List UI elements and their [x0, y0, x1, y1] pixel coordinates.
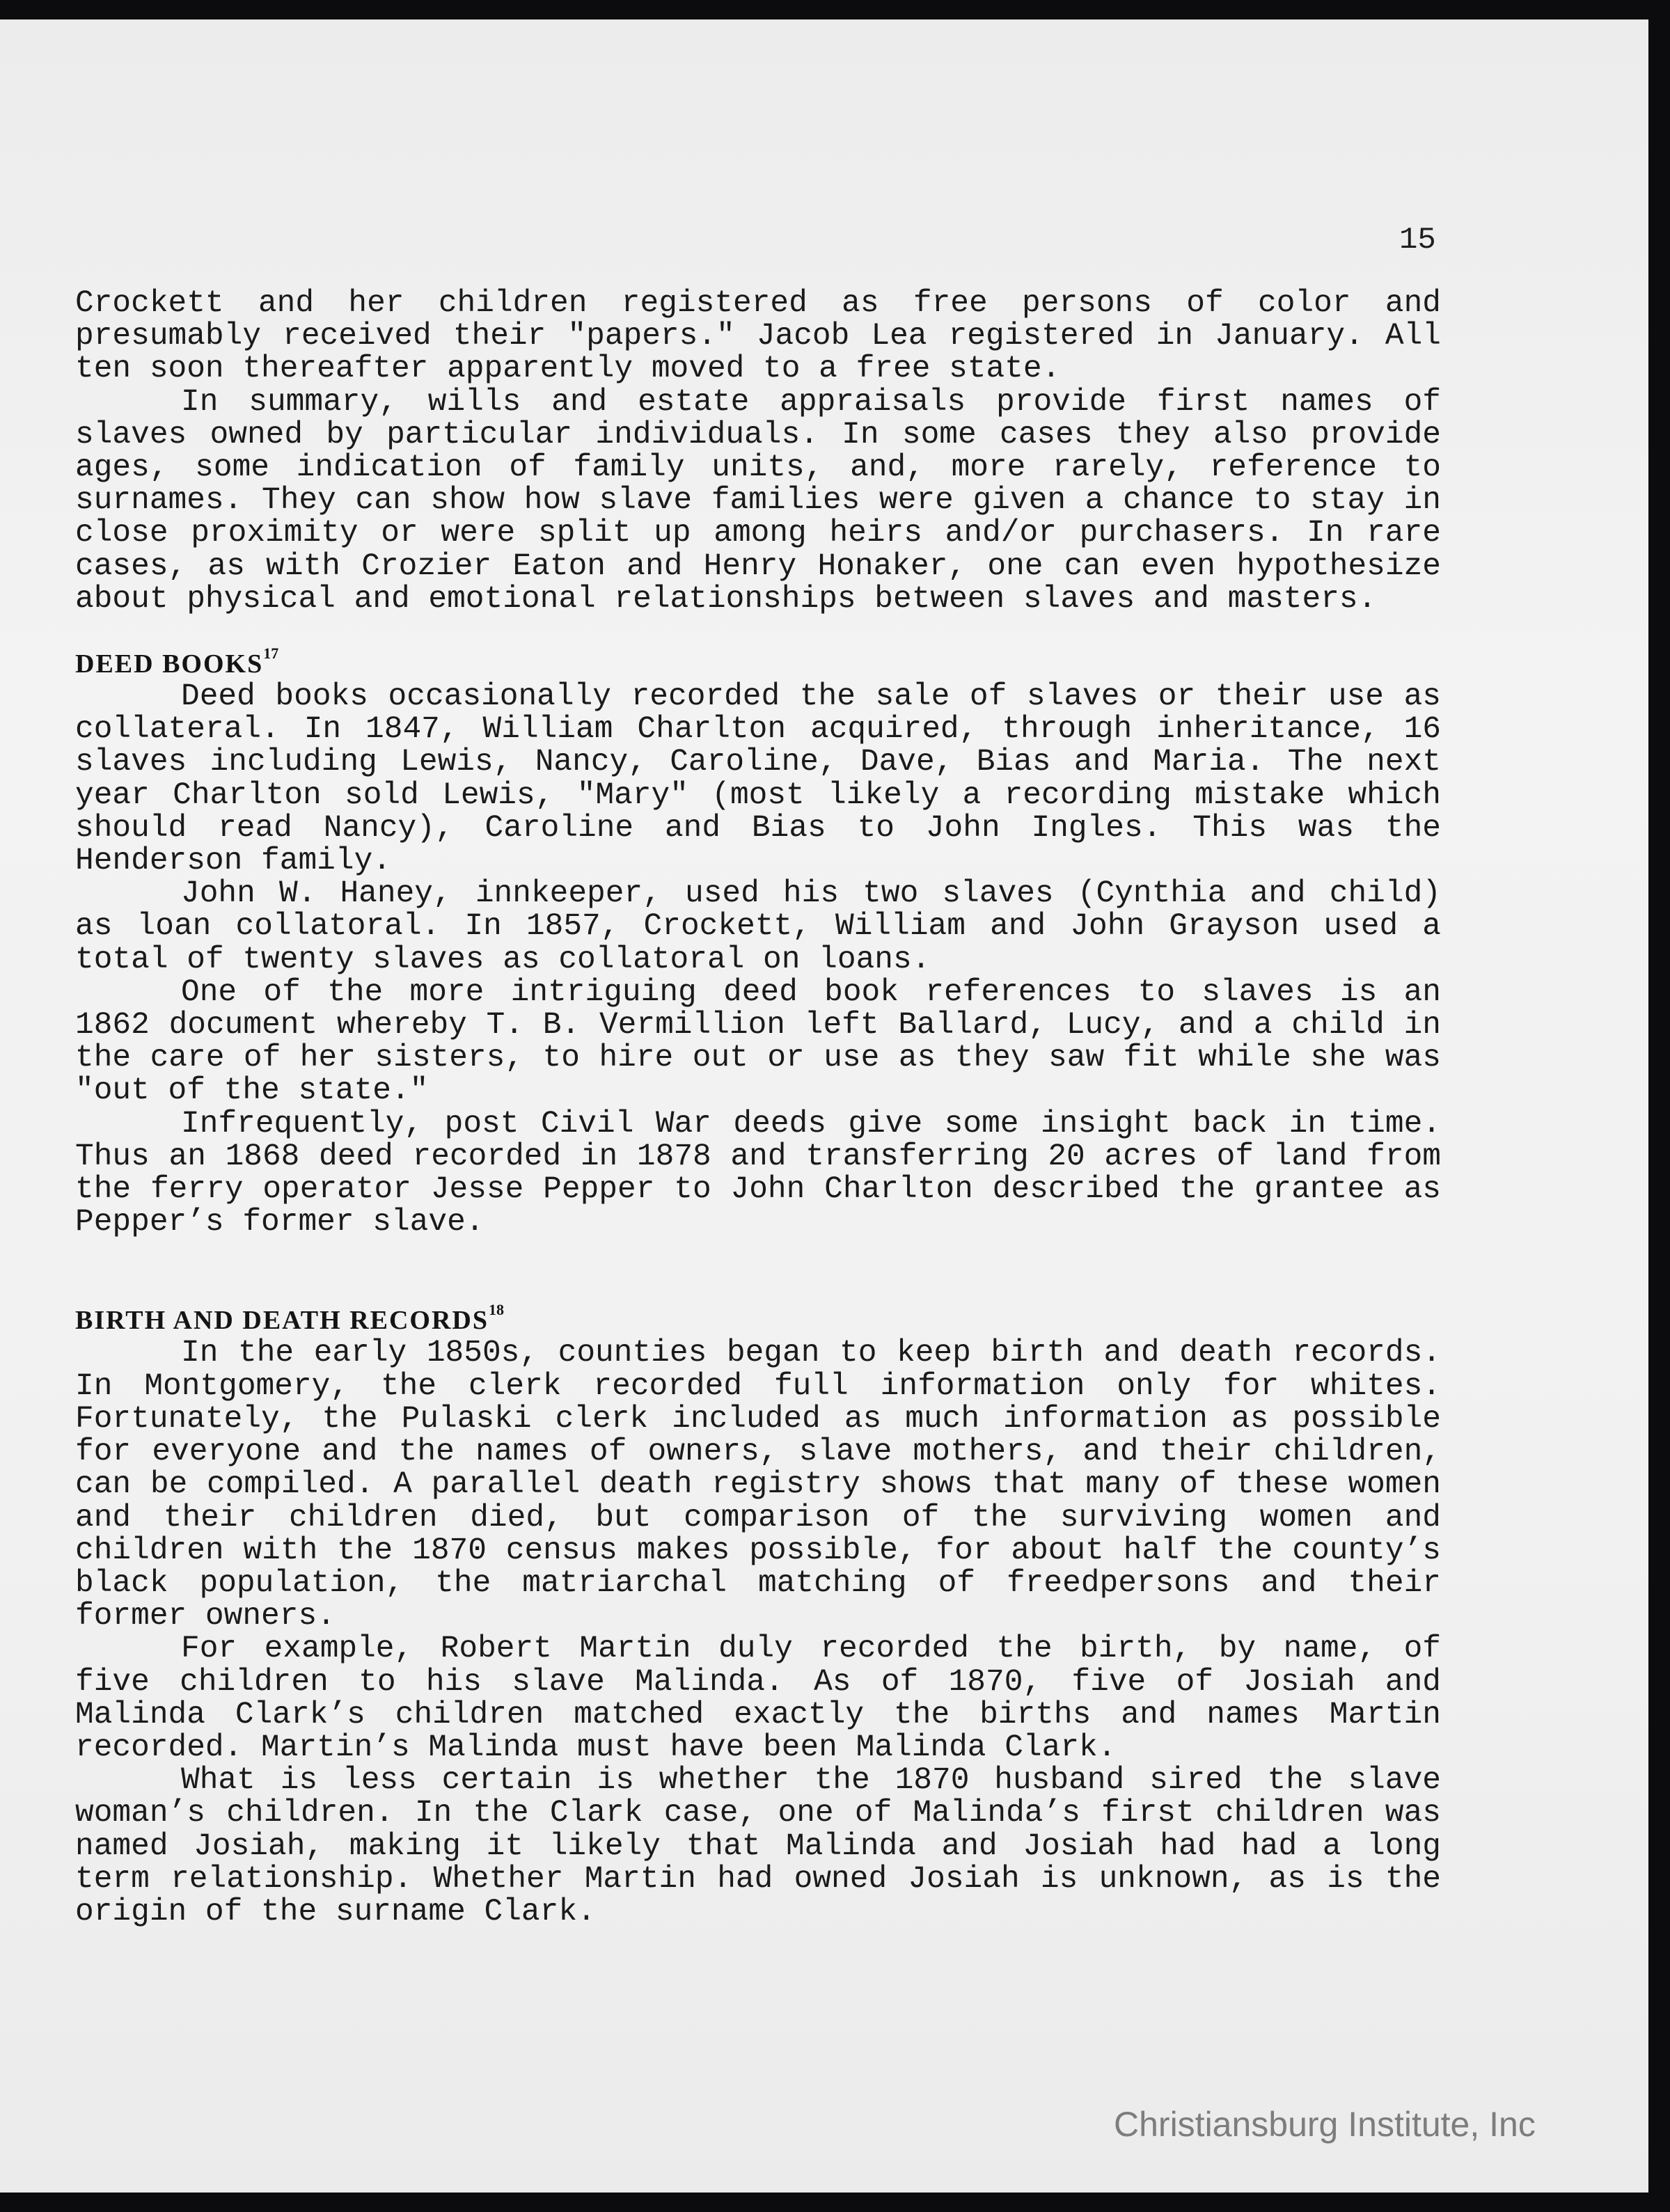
document-page	[0, 19, 1648, 2193]
spacer	[75, 616, 1441, 648]
paragraph: What is less certain is whether the 1870 husband sired the slave woman’s children. In the Clark case, one of Malinda’s first children was named Josiah, making it likely that Malinda and Josiah had had a long term relationship. Whether Martin had owned Josiah is unknown, as is the origin of the surname Clark.	[75, 1763, 1441, 1929]
paragraph: For example, Robert Martin duly recorded the birth, by name, of five children to his slave Malinda. As of 1870, five of Josiah and Malinda Clark’s children matched exactly the births and names Martin recorded. Martin’s Malinda must have been Malinda Clark.	[75, 1632, 1441, 1765]
heading-text: DEED BOOKS	[75, 649, 264, 679]
page-number: 15	[1399, 223, 1436, 258]
footnote-marker: 18	[489, 1301, 504, 1319]
footnote-marker: 17	[263, 645, 279, 663]
paragraph: In the early 1850s, counties began to keep birth and death records. In Montgomery, the clerk recorded full information only for whites. Fortunately, the Pulaski clerk included as much information as possible for everyone and the names of owners, slave mothers, and their children, can be compiled. A parallel death registry shows that many of these women and their children died, but comparison of the surviving women and children with the 1870 census makes possible, for about half the county’s black population, the matriarchal matching of freedpersons and their former owners.	[75, 1336, 1441, 1634]
document-body	[75, 287, 1441, 1929]
section-heading-deed-books	[75, 645, 1441, 681]
paragraph: John W. Haney, innkeeper, used his two slaves (Cynthia and child) as loan collatoral. In 1857, Crockett, William and John Grayson used a total of twenty slaves as collatoral on loans.	[75, 876, 1441, 977]
spacer	[75, 1239, 1441, 1304]
paragraph-summary: In summary, wills and estate appraisals provide first names of slaves owned by particular individuals. In some cases they also provide ages, some indication of family units, and, more rarely, reference to surnames. They can show how slave families were given a chance to stay in close proximity or were split up among heirs and/or purchasers. In rare cases, as with Crozier Eaton and Henry Honaker, one can even hypothesize about physical and emotional relationships between slaves and masters.	[75, 384, 1441, 617]
section-heading-birth-death	[75, 1301, 1441, 1337]
watermark-text: Christiansburg Institute, Inc	[1114, 2105, 1536, 2144]
paragraph: Infrequently, post Civil War deeds give some insight back in time. Thus an 1868 deed recorded in 1878 and transferring 20 acres of land from the ferry operator Jesse Pepper to John Charlton described the grantee as Pepper’s former slave.	[75, 1106, 1441, 1240]
paragraph: One of the more intriguing deed book references to slaves is an 1862 document whereby T. B. Vermillion left Ballard, Lucy, and a child in the care of her sisters, to hire out or use as they saw fit while she was "out of the state."	[75, 974, 1441, 1109]
heading-text: BIRTH AND DEATH RECORDS	[75, 1306, 489, 1336]
paragraph: Deed books occasionally recorded the sale of slaves or their use as collateral. In 1847, William Charlton acquired, through inheritance, 16 slaves including Lewis, Nancy, Caroline, Dave, Bias and Maria. The next year Charlton sold Lewis, "Mary" (most likely a recording mistake which should read Nancy), Caroline and Bias to John Ingles. This was the Henderson family.	[75, 679, 1441, 879]
paragraph-continued: Crockett and her children registered as free persons of color and presumably received their "papers." Jacob Lea registered in January. All ten soon thereafter apparently moved to a free state.	[75, 286, 1441, 387]
